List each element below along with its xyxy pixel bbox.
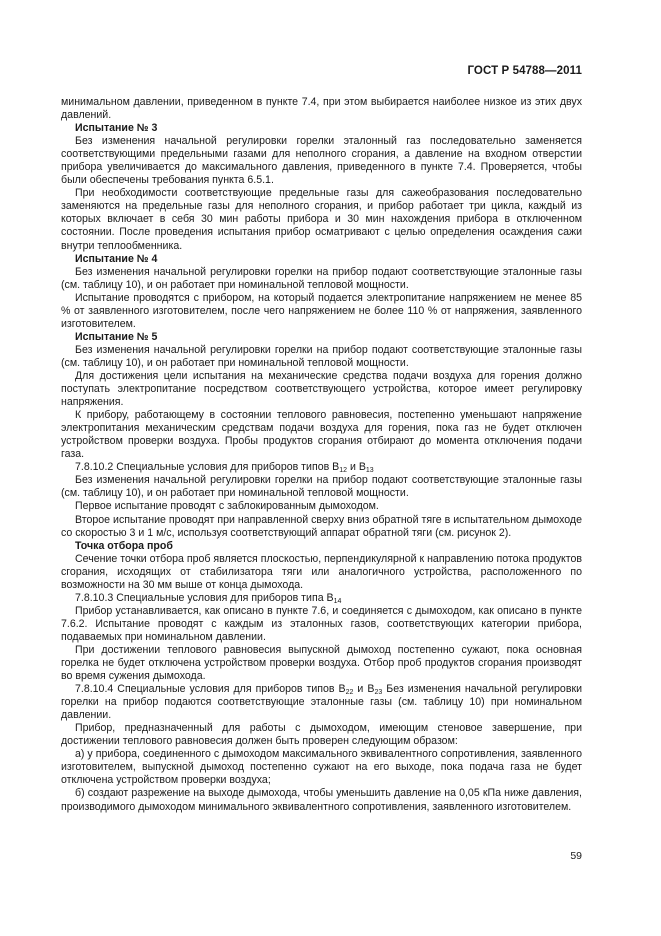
section-heading: Точка отбора проб: [75, 539, 173, 552]
paragraph: Второе испытание проводят при направленной сверху вниз обратной тяге в испытательном дымоходе со скоростью 3 и 1 м/с, используя соответствующий аппарат обратной тяги (см. рисунок 2).: [61, 513, 582, 539]
clause-paragraph: [61, 461, 582, 474]
subscript-index: 14: [333, 597, 342, 605]
clause-text: 7.8.10.4 Специальные условия для приборов типов В: [75, 683, 346, 696]
paragraph: Первое испытание проводят с заблокированным дымоходом.: [75, 500, 379, 513]
subscript-index: 22: [345, 689, 354, 697]
paragraph: Без изменения начальной регулировки горелки на прибор подают соответствующие эталонные газы (см. таблицу 10), и он работает при номинальной тепловой мощности.: [61, 474, 582, 500]
paragraph: Прибор устанавливается, как описано в пункте 7.6, и соединяется с дымоходом, как описано в пункте 7.6.2. Испытание проводят с каждым из эталонных газов, соответствующих категории прибора, подаваемых при номинальном давлении.: [61, 604, 582, 643]
section-heading: Испытание № 4: [75, 252, 158, 265]
clause-text: и В: [347, 461, 366, 474]
section-heading: Испытание № 5: [75, 330, 158, 343]
paragraph: Без изменения начальной регулировки горелки на прибор подают соответствующие эталонные газы (см. таблицу 10), и он работает при номинальной тепловой мощности.: [61, 343, 582, 369]
paragraph: Испытание проводятся с прибором, на который подается электропитание напряжением не менее 85 % от заявленного изготовителем, после чего напряжением не более 110 % от напряжения, заявленного изготовителем.: [61, 291, 582, 330]
paragraph: Без изменения начальной регулировки горелки эталонный газ последовательно заменяется соответствующими предельными газами для неполного сгорания, а давление на входном отверстии прибора увеличивается до максимального давления, приведенного в пункте 7.4. Проверяется, чтобы были обеспечены требования пункта 6.5.1.: [61, 135, 582, 187]
paragraph: Без изменения начальной регулировки горелки на прибор подают соответствующие эталонные газы (см. таблицу 10), и он работает при номинальной тепловой мощности.: [61, 265, 582, 291]
paragraph: а) у прибора, соединенного с дымоходом максимального эквивалентного сопротивления, заявленного изготовителем, выпускной дымоход постепенно сужают на его выходе, пока подача газа не будет отключена устройством проверки воздуха;: [61, 748, 582, 787]
clause-paragraph: [61, 683, 582, 722]
body-text: [61, 96, 582, 814]
subscript-index: 12: [339, 467, 348, 475]
subscript-index: 13: [365, 467, 374, 475]
subscript-index: 23: [374, 689, 383, 697]
clause-text: и В: [353, 683, 375, 696]
clause-text: 7.8.10.3 Специальные условия для приборов типа В: [75, 591, 334, 604]
clause-text: Без изменения начальной регулировки горелки на прибор подаются соответствующие эталонные газы (см. таблицу 10) при номинальном давлении.: [61, 683, 582, 722]
paragraph: б) создают разрежение на выходе дымохода, чтобы уменьшить давление на 0,05 кПа ниже давления, производимого дымоходом минимального эквивалентного сопротивления, заявленного изготовителем.: [61, 787, 582, 813]
paragraph: Прибор, предназначенный для работы с дымоходом, имеющим стеновое завершение, при достижении теплового равновесия должен быть проверен следующим образом:: [61, 722, 582, 748]
clause-paragraph: [61, 592, 582, 605]
paragraph: Для достижения цели испытания на механические средства подачи воздуха для горения должно поступать электропитание посредством соответствующего устройства, которое имеет регулировку напряжения.: [61, 369, 582, 409]
standard-header: ГОСТ Р 54788—2011: [467, 65, 582, 77]
paragraph: К прибору, работающему в состоянии теплового равновесия, постепенно уменьшают напряжение электропитания механическим средствам подачи воздуха для горения, пока газ не будет отключен устройством проверки воздуха. Пробы продуктов сгорания отбирают до момента отключения подачи газа.: [61, 409, 582, 461]
section-heading: Испытание № 3: [75, 122, 158, 135]
page-number: 59: [570, 850, 582, 862]
paragraph: минимальном давлении, приведенном в пункте 7.4, при этом выбирается наиболее низкое из этих двух давлений.: [61, 96, 582, 122]
paragraph: При необходимости соответствующие предельные газы для сажеобразования последовательно заменяются на предельные газы для неполного сгорания, и прибор работает три цикла, каждый из которых включает в себя 30 мин работы прибора и 30 мин нахождения прибора в отключенном состоянии. После проведения испытания прибор осматривают с целью определения осаждения сажи внутри теплообменника.: [61, 187, 582, 252]
clause-text: 7.8.10.2 Специальные условия для приборов типов В: [75, 461, 340, 474]
paragraph: При достижении теплового равновесия выпускной дымоход постепенно сужают, пока основная горелка не будет отключена устройством проверки воздуха. Отбор проб продуктов сгорания производят во время сужения дымохода.: [61, 643, 582, 683]
paragraph: Сечение точки отбора проб является плоскостью, перпендикулярной к направлению потока продуктов сгорания, исходящих от стабилизатора тяги или аналогичного устройства, расположенного по возможности на 30 мм выше от конца дымохода.: [61, 552, 582, 591]
